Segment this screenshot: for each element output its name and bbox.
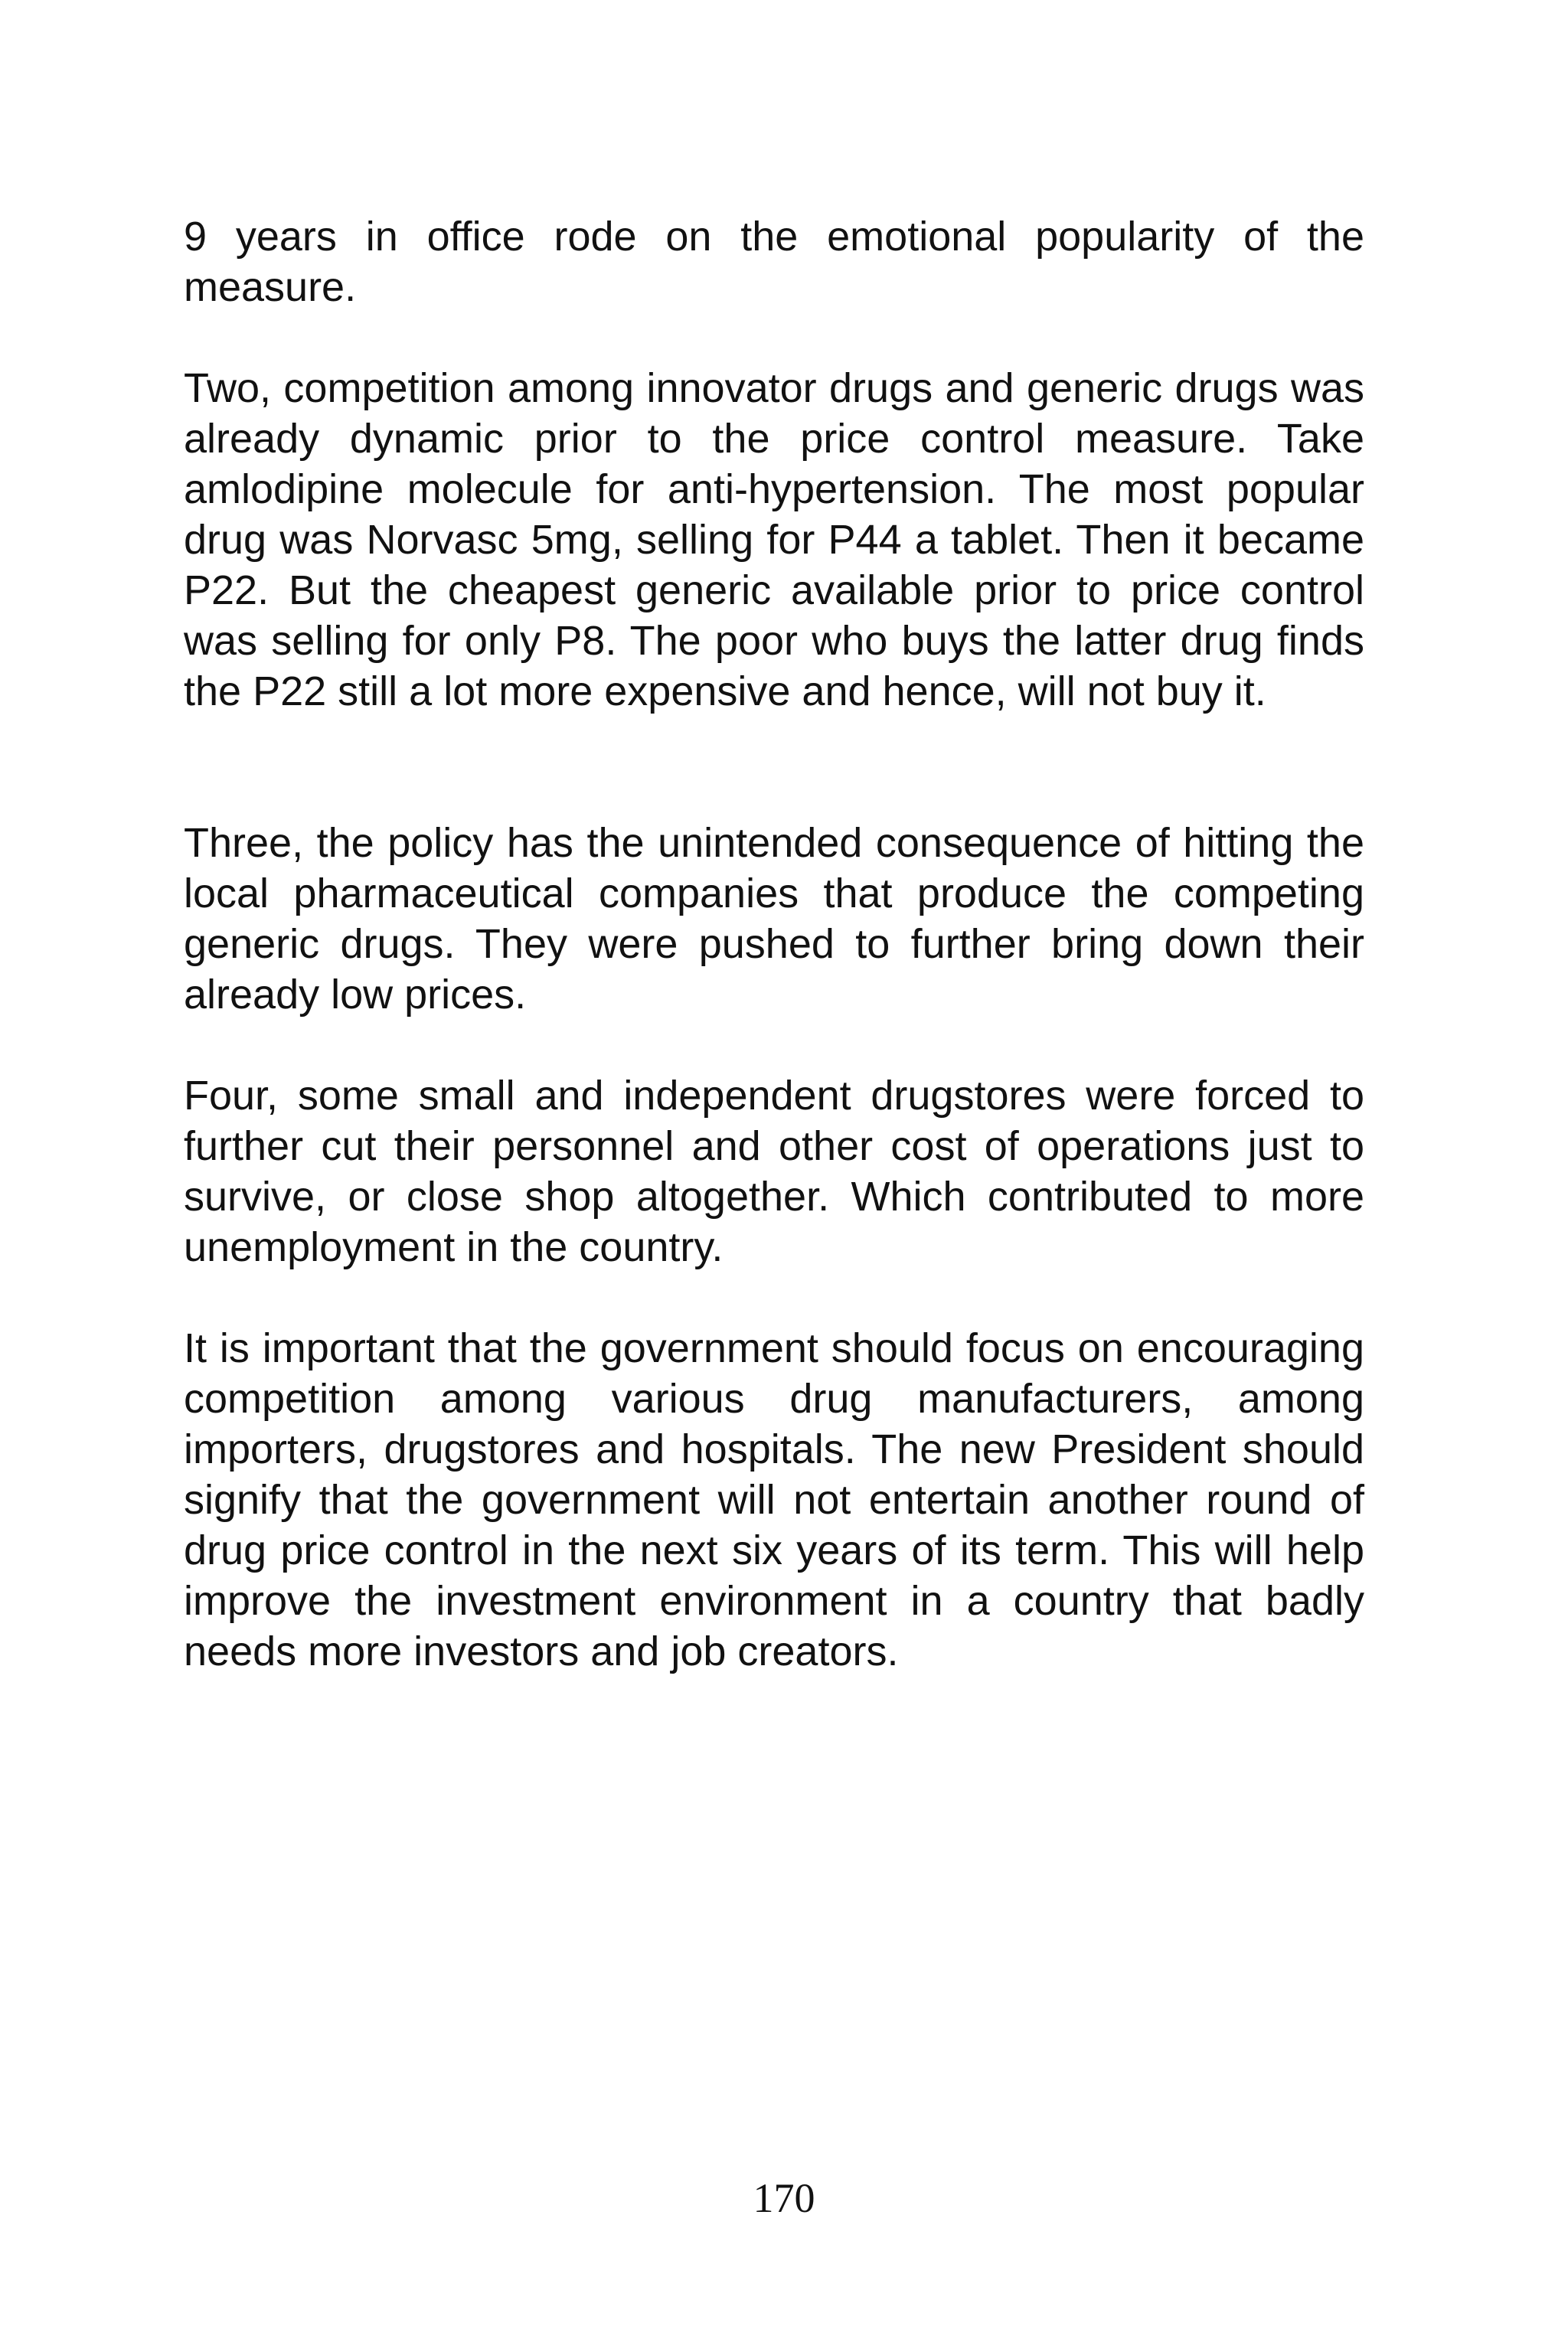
paragraph-1 — [184, 211, 1364, 312]
paragraph-text: Four, some small and independent drugstores were forced to further cut their personnel and other cost of operations just to survive, or close shop altogether. Which contributed to more unemployment in the country. — [184, 1073, 1364, 1270]
paragraph-3 — [184, 818, 1364, 1020]
paragraph-5 — [184, 1323, 1364, 1677]
paragraph-2 — [184, 363, 1364, 717]
page-number: 170 — [753, 2175, 815, 2221]
paragraph-text: Three, the policy has the unintended consequence of hitting the local pharmaceutical companies that produce the competing generic drugs. They were pushed to further bring down their already low prices. — [184, 820, 1364, 1018]
paragraph-text: It is important that the government should focus on encouraging competition among various drug manufacturers, among importers, drugstores and hospitals. The new President should signify that the government will not entertain another round of drug price control in the next six years of its term. This will help improve the investment environment in a country that badly needs more investors and job creators. — [184, 1325, 1364, 1674]
paragraph-text: Two, competition among innovator drugs and generic drugs was already dynamic prior to the price control measure. Take amlodipine molecule for anti-hypertension. The most popular drug was Norvasc 5mg, selling for P44 a tablet. Then it became P22. But the cheapest generic available prior to price control was selling for only P8. The poor who buys the latter drug finds the P22 still a lot more expensive and hence, will not buy it. — [184, 365, 1364, 714]
paragraph-4 — [184, 1070, 1364, 1272]
paragraph-text: 9 years in office rode on the emotional popularity of the measure. — [184, 214, 1364, 310]
